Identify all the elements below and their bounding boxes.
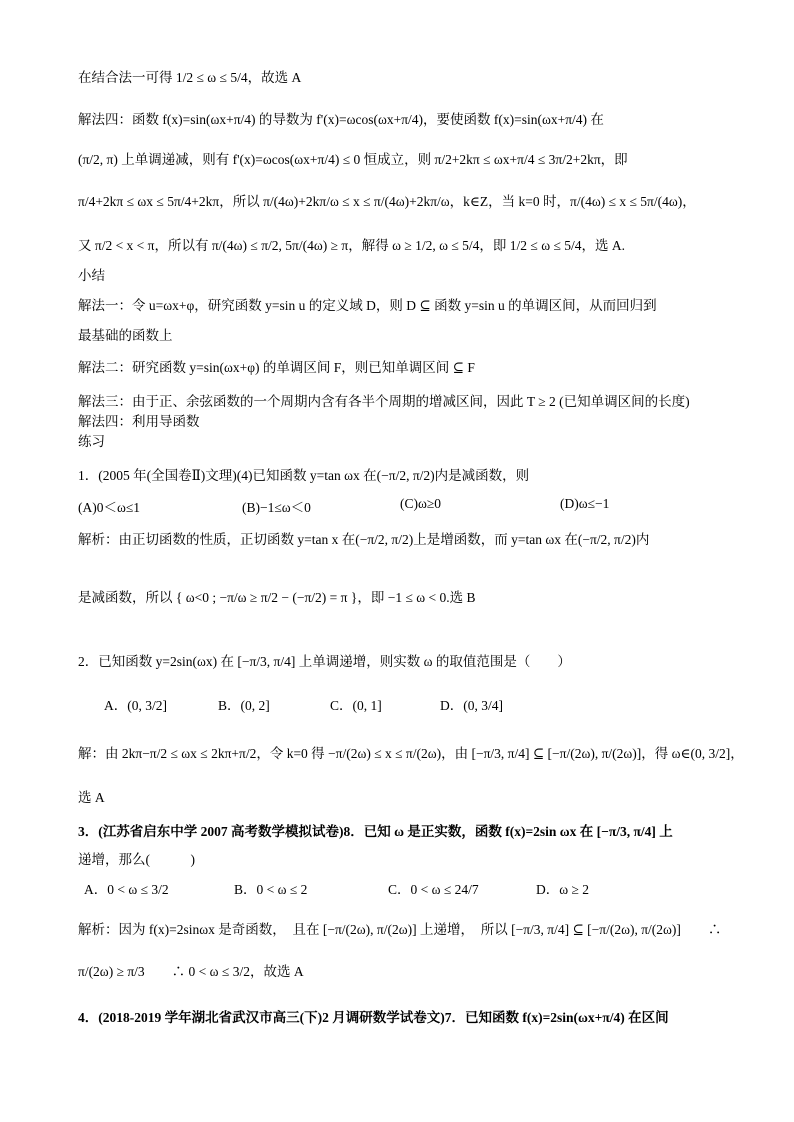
q3-choice-d: D．ω ≥ 2 [536,882,590,897]
q2-choice-b: B．(0, 2] [218,698,270,713]
question-2: 2．已知函数 y=2sin(ωx) 在 [−π/3, π/4] 上单调递增，则实数 ω 的取值范围是（ ） [78,654,571,669]
text-line: (π/2, π) 上单调递减，则有 f'(x)=ωcos(ωx+π/4) ≤ 0 恒成立，则 π/2+2kπ ≤ ωx+π/4 ≤ 3π/2+2kπ，即 [78,152,628,167]
text-line: 是减函数，所以 { ω<0 ; −π/ω ≥ π/2 − (−π/2) = π }，即 −1 ≤ ω < 0.选 B [78,590,476,605]
text-line: 解法三：由于正、余弦函数的一个周期内含有各半个周期的增减区间，因此 T ≥ 2 (已知单调区间的长度) [78,394,690,409]
q2-choice-c: C．(0, 1] [330,698,382,713]
text-line: 解法二：研究函数 y=sin(ωx+φ) 的单调区间 F，则已知单调区间 ⊆ F [78,360,475,375]
text-line: 在结合法一可得 1/2 ≤ ω ≤ 5/4，故选 A [78,70,302,85]
text-line: 最基础的函数上 [78,328,173,343]
section-heading: 小结 [78,268,105,283]
q3-choice-a: A．0 < ω ≤ 3/2 [84,882,169,897]
text-line: 解析：由正切函数的性质，正切函数 y=tan x 在(−π/2, π/2)上是增函数，而 y=tan ωx 在(−π/2, π/2)内 [78,532,650,547]
text-line: 又 π/2 < x < π，所以有 π/(4ω) ≤ π/2, 5π/(4ω) ≥ π，解得 ω ≥ 1/2, ω ≤ 5/4，即 1/2 ≤ ω ≤ 5/4，选 A. [78,238,625,253]
text-line: 解法四：函数 f(x)=sin(ωx+π/4) 的导数为 f'(x)=ωcos(ωx+π/4)，要使函数 f(x)=sin(ωx+π/4) 在 [78,112,604,127]
question-1: 1．(2005 年(全国卷Ⅱ)文理)(4)已知函数 y=tan ωx 在(−π/2, π/2)内是减函数，则 [78,468,530,483]
question-4: 4．(2018-2019 学年湖北省武汉市高三(下)2 月调研数学试卷文)7．已知函数 f(x)=2sin(ωx+π/4) 在区间 [78,1010,669,1025]
text-line: 解法四：利用导函数 [78,414,200,429]
text-line: 选 A [78,790,105,805]
text-line: π/(2ω) ≥ π/3 ∴ 0 < ω ≤ 3/2，故选 A [78,964,304,979]
q3-choice-c: C．0 < ω ≤ 24/7 [388,882,479,897]
text-line: 解析：因为 f(x)=2sinωx 是奇函数， 且在 [−π/(2ω), π/(2ω)] 上递增， 所以 [−π/3, π/4] ⊆ [−π/(2ω), π/(2ω)] ∴ [78,922,722,937]
text-line: 递增，那么( ) [78,852,195,867]
text-line: 解法一：令 u=ωx+φ，研究函数 y=sin u 的定义域 D，则 D ⊆ 函数 y=sin u 的单调区间，从而回归到 [78,298,657,313]
q1-choice-d: (D)ω≤−1 [560,496,610,511]
q1-choice-a: (A)0＜ω≤1 [78,500,141,515]
q1-choice-c: (C)ω≥0 [400,496,442,511]
text-line: 解：由 2kπ−π/2 ≤ ωx ≤ 2kπ+π/2，令 k=0 得 −π/(2ω) ≤ x ≤ π/(2ω)，由 [−π/3, π/4] ⊆ [−π/(2ω), π/(2ω)]，得 ω∈(0, 3/2]， [78,746,744,761]
q2-choice-a: A．(0, 3/2] [104,698,167,713]
q1-choice-b: (B)−1≤ω＜0 [242,500,311,515]
q3-choice-b: B．0 < ω ≤ 2 [234,882,308,897]
section-heading: 练习 [78,434,105,449]
q2-choice-d: D．(0, 3/4] [440,698,503,713]
question-3: 3．(江苏省启东中学 2007 高考数学模拟试卷)8．已知 ω 是正实数，函数 f(x)=2sin ωx 在 [−π/3, π/4] 上 [78,824,673,839]
text-line: π/4+2kπ ≤ ωx ≤ 5π/4+2kπ，所以 π/(4ω)+2kπ/ω ≤ x ≤ π/(4ω)+2kπ/ω，k∈Z，当 k=0 时，π/(4ω) ≤ x ≤ 5π/(4ω)， [78,194,696,209]
